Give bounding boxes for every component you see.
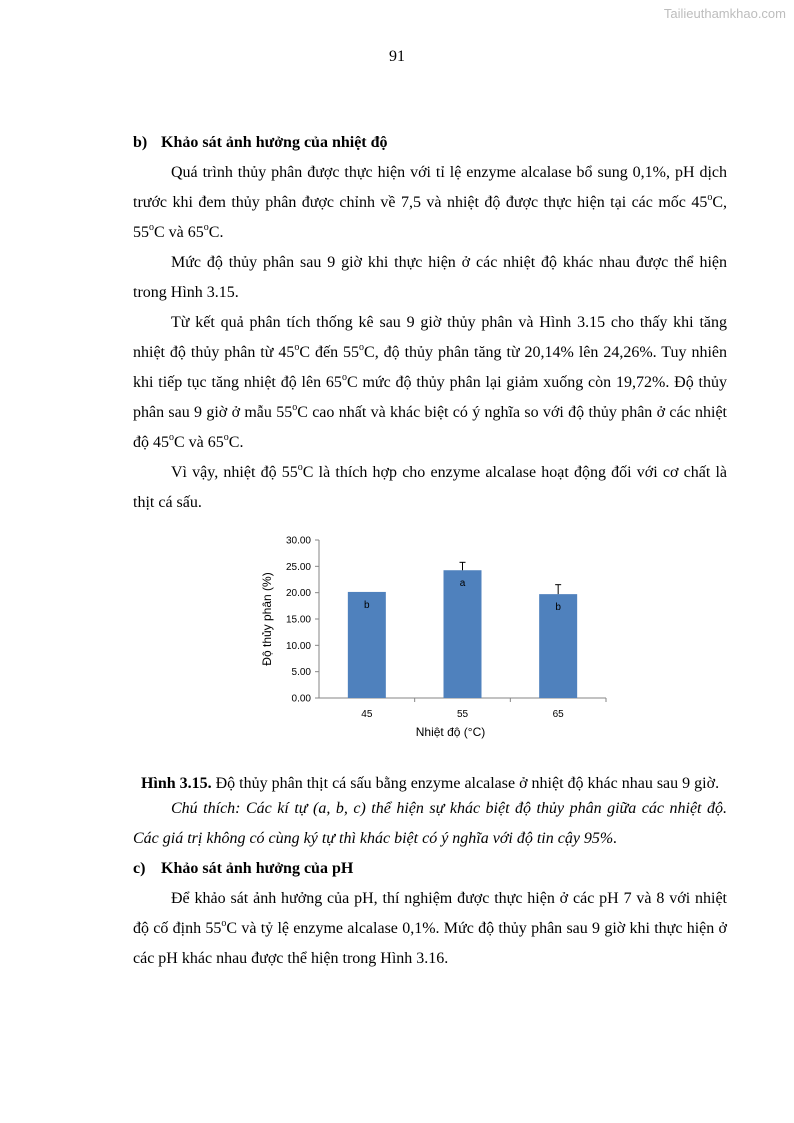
degree-sup: o: [707, 191, 713, 203]
degree-sup: o: [341, 371, 347, 383]
text: Quá trình thủy phân được thực hiện với tỉ lệ enzyme alcalase bổ sung 0,1%, pH dịch trước khi đem thủy phân được chỉnh về 7,5 và nhiệt độ được thực hiện tại các mốc 45: [133, 164, 727, 211]
text: C và tỷ lệ enzyme alcalase 0,1%. Mức độ thủy phân sau 9 giờ khi thực hiện ở các pH khác nhau được thể hiện trong Hình 3.16.: [133, 920, 728, 967]
caption-label: Hình 3.15.: [140, 775, 212, 792]
x-tick-label: 65: [552, 709, 564, 720]
text: C.: [208, 224, 224, 241]
text: C đến 55: [299, 344, 360, 361]
degree-sup: o: [292, 401, 298, 413]
y-tick-label: 30.00: [285, 535, 311, 547]
degree-sup: o: [223, 431, 229, 443]
x-tick-label: 55: [456, 709, 469, 720]
paragraph-b1: [133, 158, 727, 248]
figure-3-15: [133, 528, 727, 766]
paragraph-b2: Mức độ thủy phân sau 9 giờ khi thực hiện ở các nhiệt độ khác nhau được thể hiện trong Hình 3.15.: [133, 254, 727, 301]
significance-letter: b: [364, 599, 370, 611]
text: C cao nhất và khác biệt có ý nghĩa so với độ thủy phân ở các nhiệt độ 45: [133, 404, 728, 451]
text: C và 65: [174, 434, 224, 451]
section-c-heading: [133, 854, 727, 884]
y-axis-label: Độ thủy phân (%): [260, 572, 274, 666]
text: C và 65: [154, 224, 204, 241]
section-c-letter: c): [133, 860, 146, 877]
watermark: Tailieuthamkhao.com: [663, 6, 786, 21]
text: Để khảo sát ảnh hưởng của pH, thí nghiệm được thực hiện ở các pH 7 và 8 với nhiệt độ cố định 55: [133, 890, 727, 937]
bar: [444, 570, 482, 698]
degree-sup: o: [294, 341, 300, 353]
section-c-title: Khảo sát ảnh hưởng của pH: [161, 860, 354, 877]
y-tick-label: 0.00: [291, 693, 311, 705]
significance-letter: b: [555, 602, 561, 614]
degree-sup: o: [297, 461, 303, 473]
page-number: 91: [389, 48, 405, 65]
text: C, độ thủy phân tăng từ 20,14% lên 24,26%. Tuy nhiên khi tiếp tục tăng nhiệt độ lên 65: [133, 344, 727, 391]
degree-sup: o: [203, 221, 209, 233]
y-tick-label: 20.00: [285, 588, 311, 600]
degree-sup: o: [221, 917, 227, 929]
y-tick-label: 5.00: [291, 667, 311, 679]
text: C, 55: [133, 194, 727, 241]
paragraph-b4: [133, 458, 727, 518]
section-b-title: Khảo sát ảnh hưởng của nhiệt độ: [161, 134, 388, 151]
section-b-letter: b): [133, 134, 148, 151]
figure-caption: [133, 774, 727, 794]
bar-chart: [133, 528, 727, 766]
degree-sup: o: [149, 221, 154, 233]
text: Từ kết quả phân tích thống kê sau 9 giờ thủy phân và Hình 3.15 cho thấy khi tăng nhiệt độ thủy phân từ 45: [133, 314, 727, 361]
degree-sup: o: [169, 431, 174, 443]
paragraph-b3: [133, 308, 727, 458]
y-tick-label: 25.00: [285, 561, 311, 573]
caption-text: Độ thủy phân thịt cá sấu bằng enzyme alcalase ở nhiệt độ khác nhau sau 9 giờ.: [211, 775, 720, 792]
text: C.: [228, 434, 244, 451]
significance-letter: a: [459, 578, 466, 590]
page-content: [133, 128, 727, 974]
degree-sup: o: [359, 341, 365, 353]
text: C là thích hợp cho enzyme alcalase hoạt động đối với cơ chất là thịt cá sấu.: [133, 464, 727, 511]
figure-note: [133, 794, 727, 854]
x-axis-label: Nhiệt độ (°C): [415, 725, 486, 739]
y-tick-label: 15.00: [285, 614, 311, 626]
section-b-heading: [133, 128, 727, 158]
note-text: Chú thích: Các kí tự (a, b, c) thể hiện sự khác biệt độ thủy phân giữa các nhiệt độ. Các giá trị không có cùng ký tự thì khác biệt có ý nghĩa với độ tin cậy 95%.: [133, 800, 727, 847]
x-tick-label: 45: [361, 709, 373, 720]
y-tick-label: 10.00: [285, 640, 311, 652]
paragraph-c1: [133, 884, 727, 974]
text: C mức độ thủy phân lại giảm xuống còn 19,72%. Độ thủy phân sau 9 giờ ở mẫu 55: [133, 374, 727, 421]
text: Vì vậy, nhiệt độ 55: [171, 464, 298, 481]
